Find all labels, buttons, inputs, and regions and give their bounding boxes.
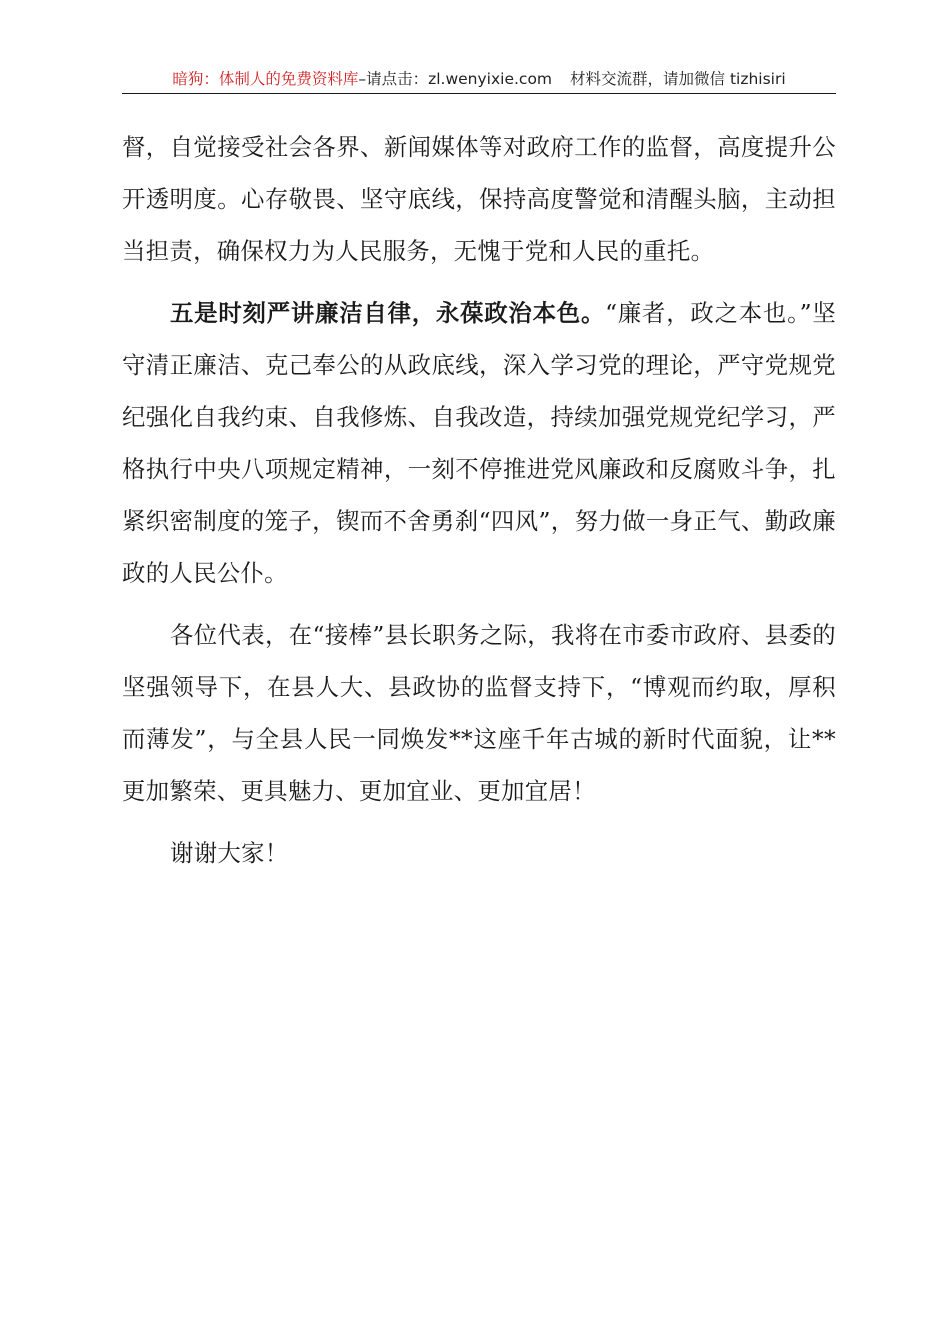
- paragraph-thanks: [122, 827, 836, 879]
- paragraph-continuation: [122, 121, 836, 277]
- paragraph-closing: [122, 609, 836, 817]
- paragraph-section-five: [122, 287, 836, 599]
- header-wechat-note: 材料交流群，请加微信 tizhisiri: [570, 70, 786, 88]
- page-header: [122, 66, 836, 92]
- paragraph-text: 各位代表，在“接棒”县长职务之际，我将在市委市政府、县委的坚强领导下，在县人大、县政协的监督支持下，“博观而约取，厚积而薄发”，与全县人民一同焕发**这座千年古城的新时代面貌，让**更加繁荣、更具魅力、更加宜业、更加宜居！: [122, 621, 836, 805]
- header-url-link[interactable]: zl.wenyixie.com: [428, 70, 553, 88]
- section-heading: 五是时刻严讲廉洁自律，永葆政治本色。: [170, 299, 606, 327]
- paragraph-text: 督，自觉接受社会各界、新闻媒体等对政府工作的监督，高度提升公开透明度。心存敬畏、坚守底线，保持高度警觉和清醒头脑，主动担当担责，确保权力为人民服务，无愧于党和人民的重托。: [122, 133, 836, 265]
- document-body: [122, 121, 836, 889]
- header-click-label: –请点击：: [358, 70, 429, 88]
- paragraph-text: “廉者，政之本也。”坚守清正廉洁、克己奉公的从政底线，深入学习党的理论，严守党规党纪强化自我约束、自我修炼、自我改造，持续加强党规党纪学习，严格执行中央八项规定精神，一刻不停推进党风廉政和反腐败斗争，扎紧织密制度的笼子，锲而不舍勇刹“四风”，努力做一身正气、勤政廉政的人民公仆。: [122, 299, 837, 587]
- header-divider: [122, 93, 836, 94]
- header-site-name: 暗狗：体制人的免费资料库: [172, 70, 359, 88]
- paragraph-text: 谢谢大家！: [170, 839, 289, 867]
